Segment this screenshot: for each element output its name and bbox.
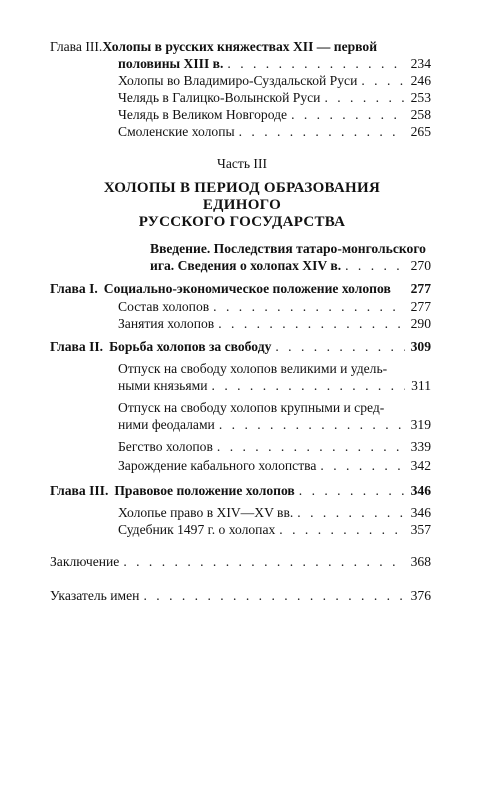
entry-label: Указатель имен: [50, 588, 140, 603]
page-number: 265: [410, 124, 431, 139]
leader-dots: [324, 89, 405, 106]
toc-entry: [118, 89, 431, 106]
leader-dots: [320, 457, 405, 474]
entry-label: ига. Сведения о холопах XIV в.: [150, 258, 342, 273]
toc-entry: [118, 315, 431, 332]
leader-dots: [279, 521, 405, 538]
page-number: 290: [410, 316, 431, 331]
entry-label: Холопье право в XIV—XV вв.: [118, 505, 294, 520]
chapter-title: Правовое положение холопов: [114, 483, 295, 498]
leader-dots: [143, 587, 405, 604]
toc-chapter-3: [50, 482, 431, 499]
leader-dots: [361, 72, 405, 89]
page-number: 311: [411, 378, 431, 393]
chapter-number: Глава I.: [50, 281, 98, 296]
toc-entry: [118, 106, 431, 123]
entry-label: Заключение: [50, 554, 120, 569]
page-number: 376: [410, 588, 431, 603]
entry-label: Смоленские холопы: [118, 124, 235, 139]
page-number: 258: [410, 107, 431, 122]
entry-label: Холопы во Владимиро-Суздальской Руси: [118, 73, 358, 88]
entry-label: ными князьями: [118, 378, 208, 393]
page-number: 342: [410, 458, 431, 473]
leader-dots: [297, 504, 405, 521]
page-number: 309: [410, 339, 431, 354]
toc-chapter-1: [50, 280, 431, 297]
leader-dots: [212, 377, 405, 394]
page-number: 368: [410, 554, 431, 569]
toc-entry: [118, 72, 431, 89]
toc-entry: [118, 438, 431, 455]
leader-dots: [213, 298, 405, 315]
page-number: 270: [410, 258, 431, 273]
toc-entry-line1: Отпуск на свободу холопов крупными и сред-: [118, 400, 385, 415]
chapter-title: Холопы в русских княжествах XII — первой: [102, 39, 378, 54]
leader-dots: [275, 338, 405, 355]
leader-dots: [291, 106, 405, 123]
toc-entry: [118, 298, 431, 315]
toc-conclusion: [50, 553, 431, 570]
toc-entry: [118, 416, 431, 433]
page-number: 339: [410, 439, 431, 454]
page-number: 357: [410, 522, 431, 537]
part-title-line3: РУССКОГО ГОСУДАРСТВА: [138, 214, 346, 230]
chapter-title: Борьба холопов за свободу: [109, 339, 272, 354]
page-number: 277: [410, 281, 431, 296]
toc-entry: [118, 504, 431, 521]
entry-label: Бегство холопов: [118, 439, 213, 454]
entry-label: ними феодалами: [118, 417, 215, 432]
entry-label: Состав холопов: [118, 299, 210, 314]
chapter-title: Социально-экономическое положение холопов: [103, 281, 391, 296]
entry-label: Челядь в Галицко-Волынской Руси: [118, 90, 321, 105]
entry-label: Занятия холопов: [118, 316, 215, 331]
chapter-title-cont: половины XIII в.: [118, 56, 224, 71]
leader-dots: [123, 553, 405, 570]
chapter-number: Глава II.: [50, 339, 104, 354]
toc-index: [50, 587, 431, 604]
toc-chapter-3-prev-line2: [118, 55, 431, 72]
toc-entry-line1: Отпуск на свободу холопов великими и удель-: [118, 361, 388, 376]
leader-dots: [217, 438, 405, 455]
leader-dots: [345, 257, 405, 274]
toc-entry: [118, 377, 431, 394]
part-title-line1: ХОЛОПЫ В ПЕРИОД ОБРАЗОВАНИЯ: [103, 180, 381, 196]
leader-dots: [218, 315, 405, 332]
intro-line1: Введение. Последствия татаро-монгольского: [150, 241, 426, 256]
toc-chapter-3-prev-line1: [50, 38, 377, 55]
leader-dots: [239, 123, 405, 140]
entry-label: Судебник 1497 г. о холопах: [118, 522, 276, 537]
leader-dots: [219, 416, 405, 433]
part-label: Часть III: [216, 156, 268, 171]
leader-dots: [227, 55, 405, 72]
page-number: 319: [410, 417, 431, 432]
toc-entry: [118, 457, 431, 474]
part-title-line2: ЕДИНОГО: [202, 197, 282, 213]
leader-dots: [299, 482, 405, 499]
chapter-number: Глава III.: [50, 39, 103, 54]
toc-entry: [118, 123, 431, 140]
toc-chapter-2: [50, 338, 431, 355]
page-number: 346: [410, 483, 431, 498]
page-number: 234: [410, 56, 431, 71]
page-number: 253: [410, 90, 431, 105]
entry-label: Челядь в Великом Новгороде: [118, 107, 288, 122]
page-number: 346: [410, 505, 431, 520]
page-number: 277: [410, 299, 431, 314]
entry-label: Зарождение кабального холопства: [118, 458, 317, 473]
intro-line2: [150, 257, 431, 274]
toc-entry: [118, 521, 431, 538]
page-number: 246: [410, 73, 431, 88]
chapter-number: Глава III.: [50, 483, 109, 498]
